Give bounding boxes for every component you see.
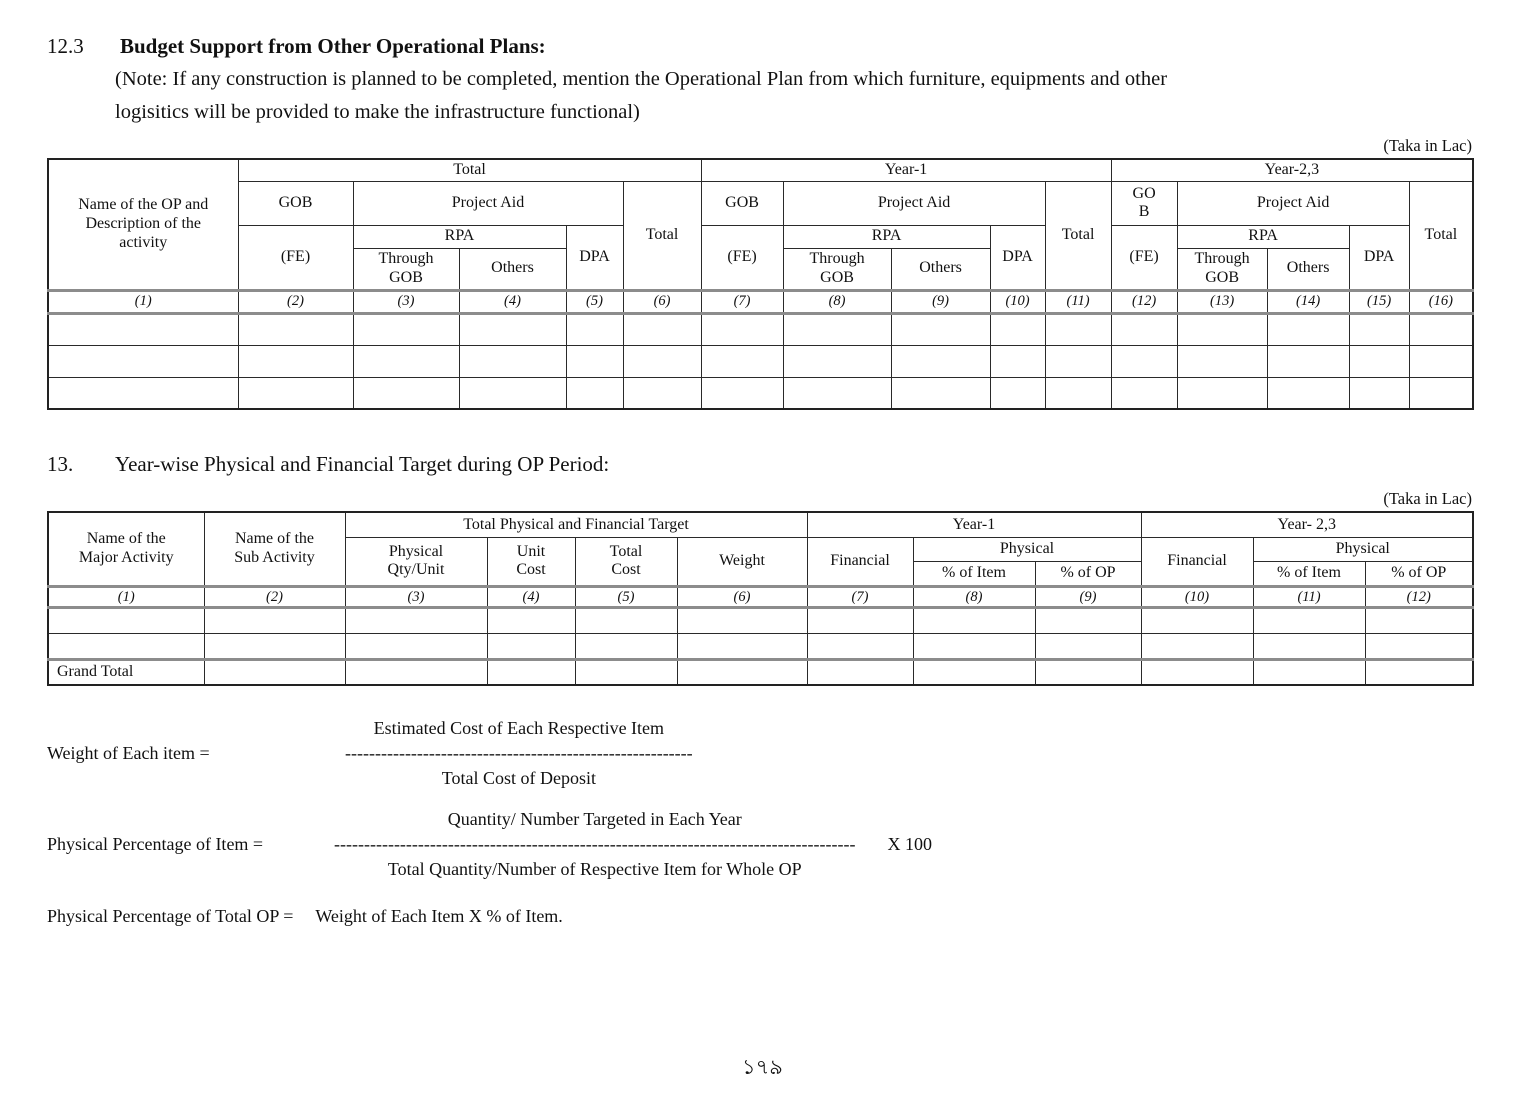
table-row (48, 512, 1473, 537)
empty-cell (487, 608, 575, 634)
pct-of-op-header: % of OP (1035, 561, 1141, 586)
column-number-cell: (7) (807, 586, 913, 608)
empty-cell (48, 313, 238, 345)
empty-cell (990, 345, 1045, 377)
formula-divider: --------------------------------------------------------------------------------------- (334, 833, 856, 854)
formula-lhs: Physical Percentage of Item = (47, 833, 264, 854)
empty-cell (238, 345, 353, 377)
empty-cell (990, 377, 1045, 409)
table-row (48, 634, 1473, 660)
column-number-cell: (2) (204, 586, 345, 608)
through-gob-header: Through GOB (353, 248, 459, 290)
total-column-header: Total (1409, 181, 1473, 290)
empty-cell (345, 660, 487, 685)
empty-cell (1267, 313, 1349, 345)
empty-cell (623, 377, 701, 409)
formula-numerator: Estimated Cost of Each Respective Item (373, 717, 665, 738)
project-aid-header: Project Aid (783, 181, 1045, 225)
empty-cell (204, 608, 345, 634)
taka-in-lac-label: (Taka in Lac) (1383, 136, 1472, 155)
table-row (48, 345, 1473, 377)
column-number-cell: (15) (1349, 290, 1409, 313)
empty-cell (1045, 377, 1111, 409)
empty-cell (807, 608, 913, 634)
rpa-header: RPA (783, 225, 990, 248)
empty-cell (345, 608, 487, 634)
empty-cell (1035, 660, 1141, 685)
dpa-header: DPA (990, 225, 1045, 290)
total-column-header: Total (1045, 181, 1111, 290)
column-number-cell: (5) (566, 290, 623, 313)
column-number-cell: (16) (1409, 290, 1473, 313)
group-header-total: Total (238, 159, 701, 181)
empty-cell (48, 345, 238, 377)
empty-cell (891, 313, 990, 345)
column-number-cell: (10) (990, 290, 1045, 313)
physical-header: Physical (1253, 537, 1473, 561)
column-number-cell: (13) (1177, 290, 1267, 313)
physical-percentage-total-formula (47, 906, 1472, 927)
column-number-cell: (9) (891, 290, 990, 313)
empty-cell (1409, 345, 1473, 377)
column-number-cell: (11) (1253, 586, 1365, 608)
empty-cell (1365, 660, 1473, 685)
empty-cell (623, 313, 701, 345)
column-number-cell: (11) (1045, 290, 1111, 313)
empty-cell (677, 660, 807, 685)
empty-cell (1409, 377, 1473, 409)
empty-cell (48, 634, 204, 660)
formula-fraction (345, 716, 693, 791)
empty-cell (891, 345, 990, 377)
others-header: Others (459, 248, 566, 290)
project-aid-header: Project Aid (1177, 181, 1409, 225)
empty-cell (575, 634, 677, 660)
empty-cell (1141, 660, 1253, 685)
empty-cell (891, 377, 990, 409)
column-number-cell: (12) (1365, 586, 1473, 608)
empty-cell (459, 345, 566, 377)
column-number-cell: (4) (487, 586, 575, 608)
empty-cell (353, 313, 459, 345)
column-number-cell: (4) (459, 290, 566, 313)
column-number-row (48, 586, 1473, 608)
empty-cell (1253, 608, 1365, 634)
column-number-cell: (10) (1141, 586, 1253, 608)
physical-financial-target-table (47, 511, 1474, 686)
unit-cost-header: Unit Cost (487, 537, 575, 586)
section-title: Year-wise Physical and Financial Target during OP Period: (115, 452, 610, 477)
empty-cell (204, 634, 345, 660)
column-number-cell: (6) (677, 586, 807, 608)
empty-cell (807, 634, 913, 660)
table-row (48, 225, 1473, 248)
total-column-header: Total (623, 181, 701, 290)
empty-cell (913, 608, 1035, 634)
column-number-cell: (3) (353, 290, 459, 313)
physical-header: Physical (913, 537, 1141, 561)
empty-cell (1365, 634, 1473, 660)
column-number-cell: (12) (1111, 290, 1177, 313)
through-gob-header: Through GOB (783, 248, 891, 290)
empty-cell (913, 660, 1035, 685)
gob-header: GO B (1111, 181, 1177, 225)
fe-header: (FE) (701, 225, 783, 290)
empty-cell (566, 377, 623, 409)
table-row (48, 608, 1473, 634)
empty-cell (913, 634, 1035, 660)
note-line-2: logisitics will be provided to make the infrastructure functional) (115, 101, 640, 123)
dpa-header: DPA (1349, 225, 1409, 290)
formula-denominator: Total Quantity/Number of Respective Item for Whole OP (387, 858, 802, 879)
section-13-heading (47, 452, 1472, 477)
column-number-cell: (3) (345, 586, 487, 608)
section-number: 12.3 (47, 34, 84, 58)
empty-cell (1349, 313, 1409, 345)
empty-cell (990, 313, 1045, 345)
empty-cell (1141, 608, 1253, 634)
empty-cell (204, 660, 345, 685)
column-number-cell: (7) (701, 290, 783, 313)
section-12-3-heading (47, 34, 1472, 59)
column-number-cell: (8) (783, 290, 891, 313)
empty-cell (1177, 313, 1267, 345)
taka-in-lac-label: (Taka in Lac) (1383, 489, 1472, 509)
empty-cell (353, 345, 459, 377)
empty-cell (1035, 608, 1141, 634)
empty-cell (677, 634, 807, 660)
note-line-1: (Note: If any construction is planned to be completed, mention the Operational Plan from which furniture, equipments and other (115, 68, 1168, 90)
group-header-year1: Year-1 (701, 159, 1111, 181)
empty-cell (1267, 345, 1349, 377)
empty-cell (575, 660, 677, 685)
formula-rhs: Weight of Each Item X % of Item. (315, 905, 563, 926)
gob-header: GOB (701, 181, 783, 225)
pct-of-item-header: % of Item (913, 561, 1035, 586)
table-row (48, 377, 1473, 409)
empty-cell (353, 377, 459, 409)
column-number-cell: (2) (238, 290, 353, 313)
table-row (48, 313, 1473, 345)
empty-cell (701, 345, 783, 377)
financial-header: Financial (1141, 537, 1253, 586)
empty-cell (1267, 377, 1349, 409)
empty-cell (807, 660, 913, 685)
section-note (115, 63, 1472, 129)
empty-cell (1045, 345, 1111, 377)
empty-cell (1111, 313, 1177, 345)
total-target-group-header: Total Physical and Financial Target (345, 512, 807, 537)
financial-header: Financial (807, 537, 913, 586)
empty-cell (345, 634, 487, 660)
empty-cell (1349, 377, 1409, 409)
page-number: ১৭৯ (742, 1055, 783, 1079)
empty-cell (238, 313, 353, 345)
empty-cell (1365, 608, 1473, 634)
rpa-header: RPA (1177, 225, 1349, 248)
others-header: Others (891, 248, 990, 290)
pct-of-op-header: % of OP (1365, 561, 1473, 586)
empty-cell (623, 345, 701, 377)
formula-denominator: Total Cost of Deposit (441, 767, 596, 788)
weight-formula (47, 716, 1472, 791)
formula-multiplier: X 100 (887, 833, 932, 854)
empty-cell (487, 660, 575, 685)
formula-divider: ---------------------------------------------------------- (345, 742, 693, 763)
column-number-cell: (8) (913, 586, 1035, 608)
column-number-row (48, 290, 1473, 313)
empty-cell (238, 377, 353, 409)
empty-cell (1141, 634, 1253, 660)
empty-cell (1177, 345, 1267, 377)
fe-header: (FE) (238, 225, 353, 290)
dpa-header: DPA (566, 225, 623, 290)
empty-cell (783, 313, 891, 345)
group-header-year1: Year-1 (807, 512, 1141, 537)
empty-cell (1349, 345, 1409, 377)
rpa-header: RPA (353, 225, 566, 248)
empty-cell (48, 608, 204, 634)
major-activity-header: Name of the Major Activity (48, 512, 204, 586)
column-number-cell: (1) (48, 586, 204, 608)
section-number: 13. (47, 452, 74, 477)
column-number-cell: (9) (1035, 586, 1141, 608)
empty-cell (783, 345, 891, 377)
section-title: Budget Support from Other Operational Plans: (120, 34, 546, 58)
column-number-cell: (1) (48, 290, 238, 313)
empty-cell (701, 313, 783, 345)
total-cost-header: Total Cost (575, 537, 677, 586)
column-number-cell: (6) (623, 290, 701, 313)
empty-cell (566, 313, 623, 345)
empty-cell (566, 345, 623, 377)
gob-header: GOB (238, 181, 353, 225)
empty-cell (1111, 377, 1177, 409)
empty-cell (1111, 345, 1177, 377)
empty-cell (1409, 313, 1473, 345)
formula-numerator: Quantity/ Number Targeted in Each Year (447, 808, 742, 829)
empty-cell (575, 608, 677, 634)
empty-cell (701, 377, 783, 409)
formula-lhs: Physical Percentage of Total OP = (47, 905, 294, 926)
empty-cell (783, 377, 891, 409)
project-aid-header: Project Aid (353, 181, 623, 225)
empty-cell (677, 608, 807, 634)
group-header-year23: Year- 2,3 (1141, 512, 1473, 537)
table-row (48, 159, 1473, 181)
table-row (48, 181, 1473, 225)
empty-cell (459, 313, 566, 345)
grand-total-row (48, 660, 1473, 685)
empty-cell (1253, 660, 1365, 685)
group-header-year23: Year-2,3 (1111, 159, 1473, 181)
empty-cell (459, 377, 566, 409)
formula-lhs: Weight of Each item = (47, 742, 210, 763)
column-number-cell: (5) (575, 586, 677, 608)
empty-cell (48, 377, 238, 409)
budget-support-table (47, 158, 1474, 410)
empty-cell (1045, 313, 1111, 345)
empty-cell (1177, 377, 1267, 409)
sub-activity-header: Name of the Sub Activity (204, 512, 345, 586)
physical-qty-header: Physical Qty/Unit (345, 537, 487, 586)
empty-cell (1035, 634, 1141, 660)
grand-total-label: Grand Total (48, 660, 204, 685)
physical-percentage-item-formula (47, 807, 1472, 882)
fe-header: (FE) (1111, 225, 1177, 290)
empty-cell (487, 634, 575, 660)
column-number-cell: (14) (1267, 290, 1349, 313)
formula-fraction (334, 807, 856, 882)
op-name-header: Name of the OP and Description of the activity (48, 159, 238, 290)
others-header: Others (1267, 248, 1349, 290)
through-gob-header: Through GOB (1177, 248, 1267, 290)
pct-of-item-header: % of Item (1253, 561, 1365, 586)
empty-cell (1253, 634, 1365, 660)
weight-header: Weight (677, 537, 807, 586)
